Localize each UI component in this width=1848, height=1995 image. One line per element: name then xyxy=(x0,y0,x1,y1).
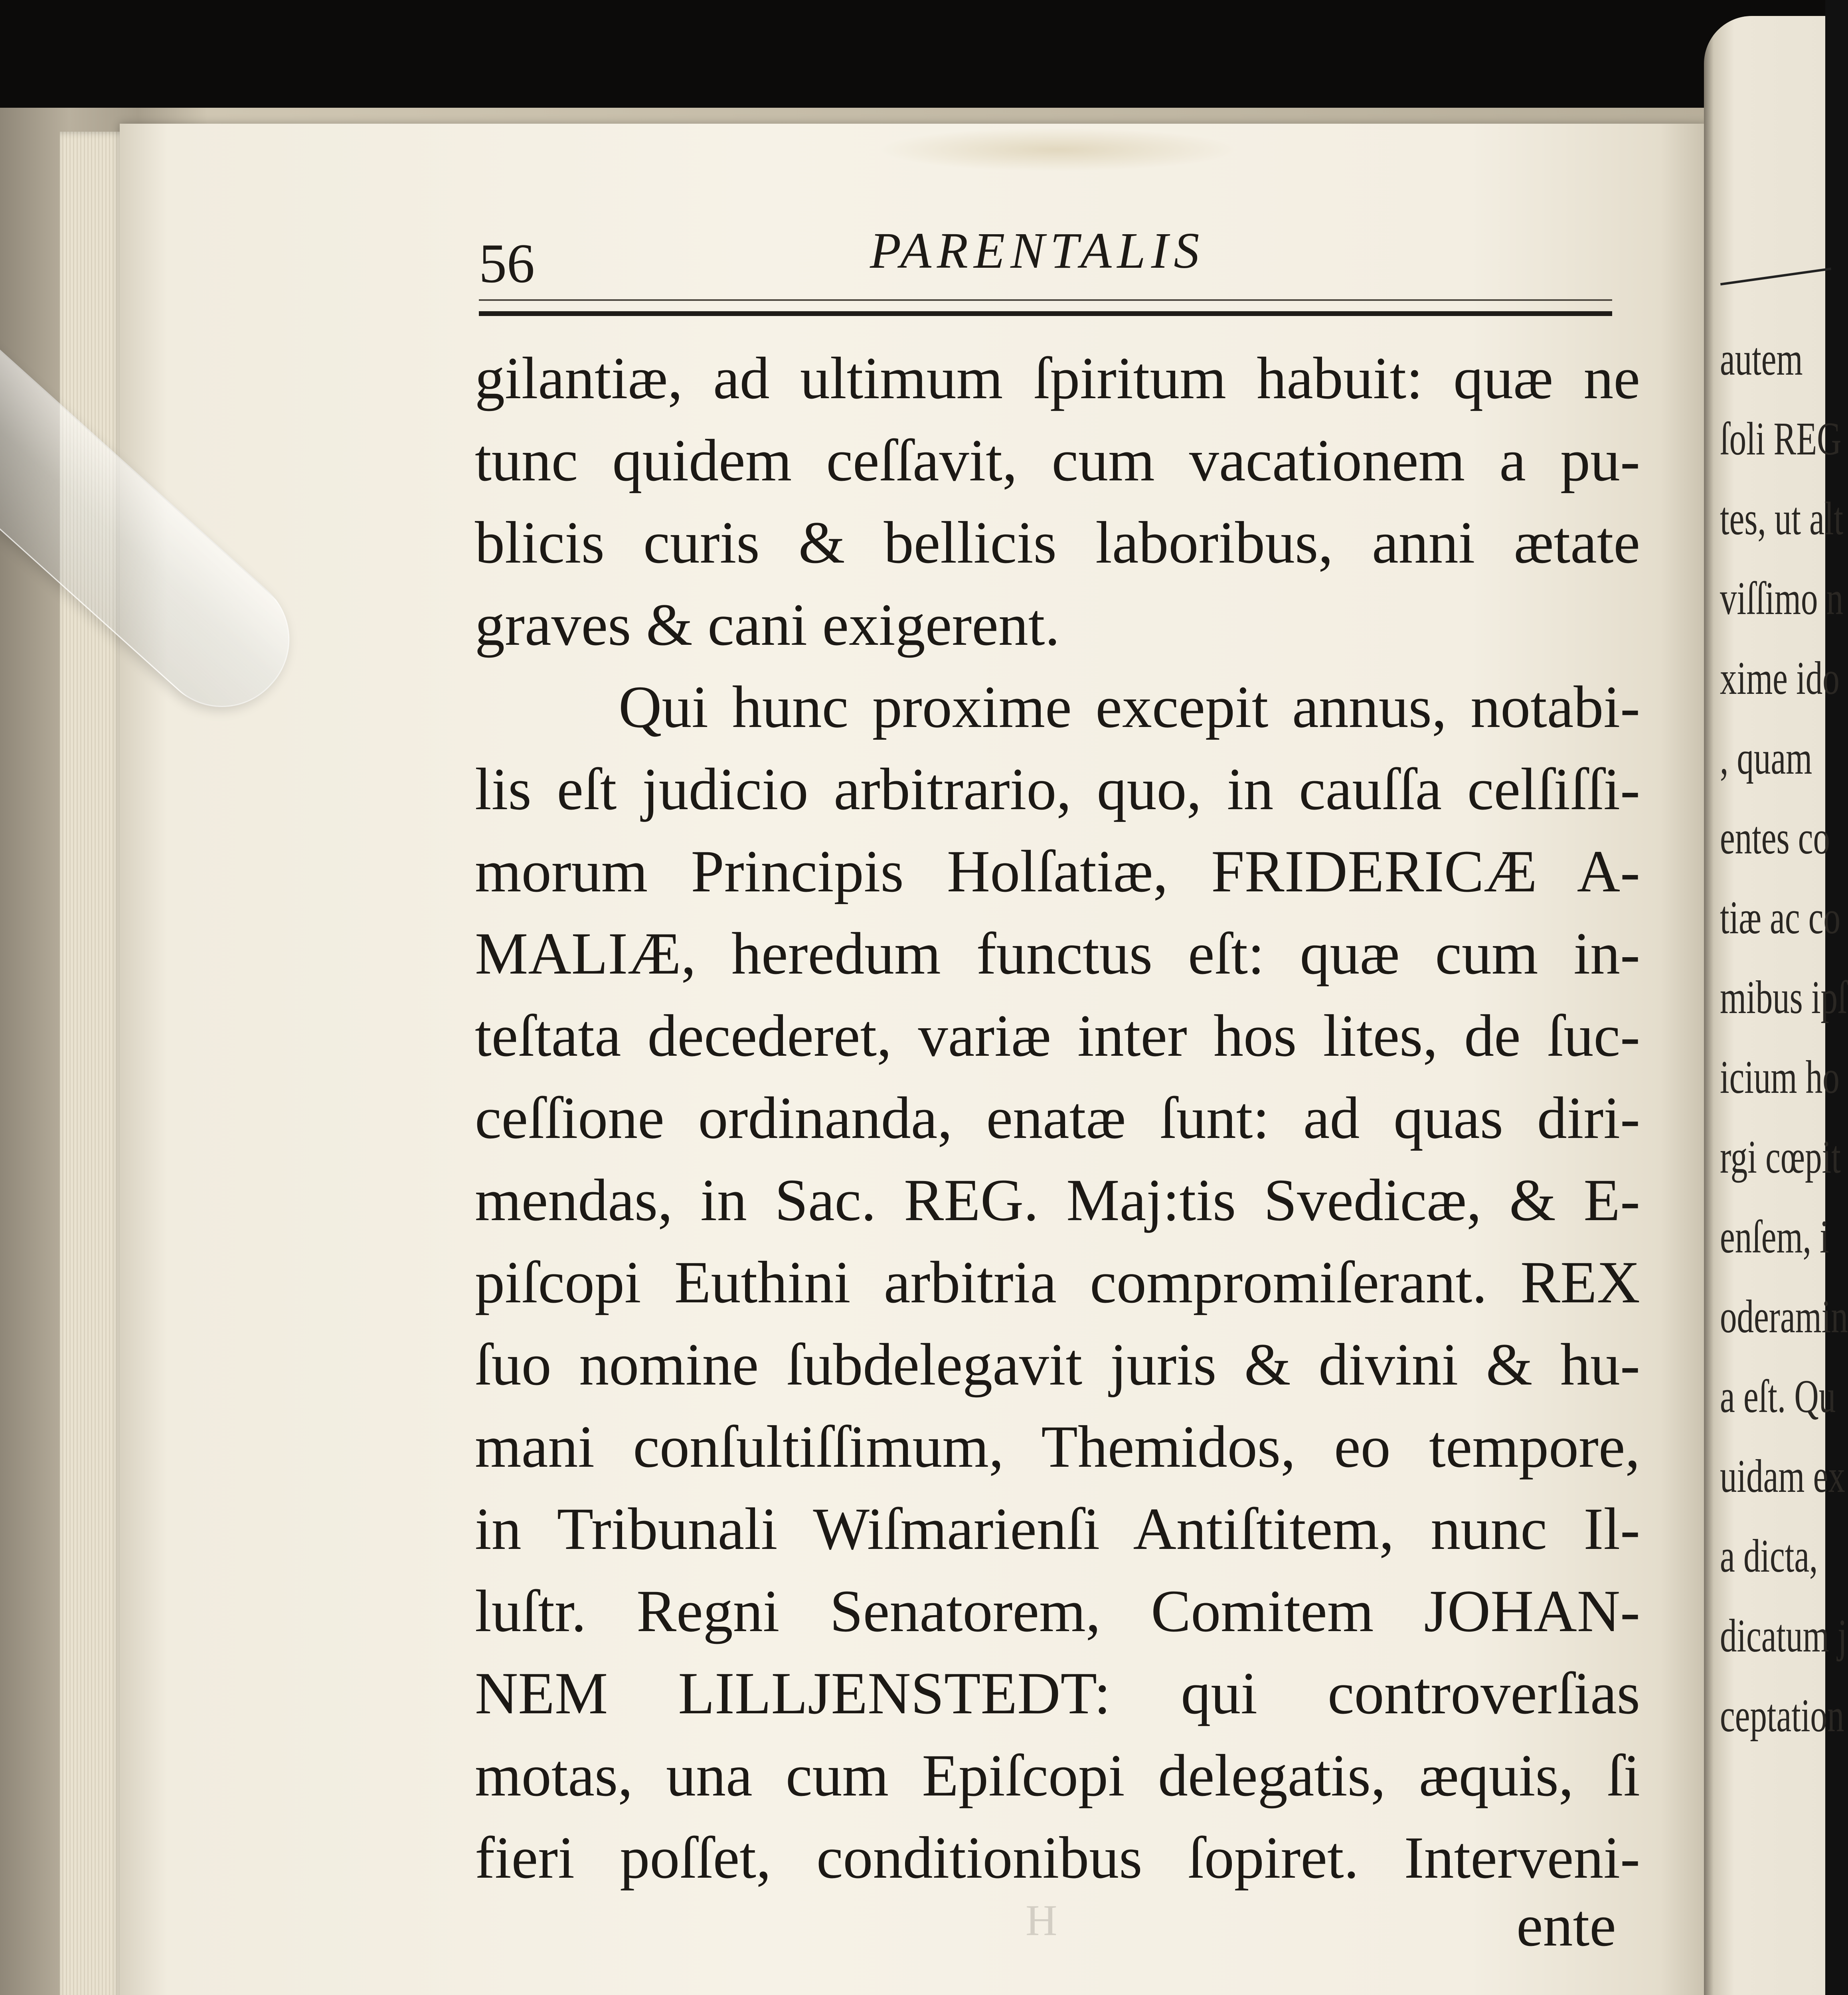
text-line: mani conſultiſſimum, Themidos, eo tempore, xyxy=(475,1414,1640,1480)
text-line: ſuo nomine ſubdelegavit juris & divini & hu- xyxy=(475,1331,1640,1398)
facing-page-line: a dicta, xyxy=(1720,1530,1818,1582)
facing-page-line: rgi cœpit xyxy=(1720,1131,1841,1183)
facing-page-line: tes, ut alt xyxy=(1720,492,1844,545)
text-line: in Tribunali Wiſmarienſi Antiſtitem, nunc Il- xyxy=(475,1496,1640,1562)
header-rule-thin xyxy=(479,299,1612,301)
facing-page-line: xime ido xyxy=(1720,652,1840,704)
header-rule xyxy=(479,311,1612,316)
catchword: ente xyxy=(1516,1892,1616,1959)
text-line: gilantiæ, ad ultimum ſpiritum habuit: quæ ne xyxy=(475,345,1640,411)
signature-mark: H xyxy=(1026,1896,1057,1945)
facing-page-rule xyxy=(1720,268,1831,286)
text-line: blicis curis & bellicis laboribus, anni ætate xyxy=(475,510,1640,576)
facing-page-line: a eſt. Qu xyxy=(1720,1370,1836,1422)
text-line: Qui hunc proxime excepit annus, notabi- xyxy=(619,674,1640,740)
text-line: mendas, in Sac. REG. Maj:tis Svedicæ, & E- xyxy=(475,1167,1640,1233)
facing-page-line: viſſimo n xyxy=(1720,572,1844,624)
text-line: morum Principis Holſatiæ, FRIDERICÆ A- xyxy=(475,838,1640,905)
facing-page-line: icium ho xyxy=(1720,1051,1840,1103)
text-line: tunc quidem ceſſavit, cum vacationem a pu- xyxy=(475,427,1640,494)
text-line: teſtata decederet, variæ inter hos lites, de ſuc- xyxy=(475,1003,1640,1069)
facing-page xyxy=(1704,16,1848,1995)
running-head: PARENTALIS xyxy=(870,222,1205,279)
facing-page-line: uidam ex xyxy=(1720,1450,1845,1502)
facing-page-line: oderamin xyxy=(1720,1290,1848,1343)
body-text xyxy=(475,337,1640,1899)
facing-page-text xyxy=(1720,319,1848,1756)
facing-page-line: entes co xyxy=(1720,812,1830,864)
facing-page-line: , quam xyxy=(1720,732,1812,784)
text-line: graves & cani exigerent. xyxy=(475,592,1060,658)
text-line: lis eſt judicio arbitrario, quo, in cauſſa celſiſſi- xyxy=(475,756,1640,822)
facing-page-line: enſem, i xyxy=(1720,1211,1829,1263)
facing-page-line: autem xyxy=(1720,333,1803,385)
text-line: motas, una cum Epiſcopi delegatis, æquis, ſi xyxy=(475,1742,1640,1809)
text-line: ceſſione ordinanda, enatæ ſunt: ad quas diri- xyxy=(475,1085,1640,1151)
facing-page-line: mibus ipſ xyxy=(1720,971,1847,1023)
facing-page-line: ſoli REG xyxy=(1720,413,1842,465)
facing-page-line: dicatum j xyxy=(1720,1610,1847,1662)
text-line: MALIÆ, heredum functus eſt: quæ cum in- xyxy=(475,920,1640,987)
page-number: 56 xyxy=(479,233,535,294)
facing-page-line: ceptation xyxy=(1720,1689,1844,1742)
text-line: luſtr. Regni Senatorem, Comitem JOHAN- xyxy=(475,1578,1640,1644)
facing-page-line: tiæ ac co xyxy=(1720,891,1840,944)
text-line: piſcopi Euthini arbitria compromiſerant. REX xyxy=(475,1249,1640,1316)
text-line: fieri poſſet, conditionibus ſopiret. Interveni- xyxy=(475,1825,1640,1891)
text-line: NEM LILLJENSTEDT: qui controverſias xyxy=(475,1660,1640,1726)
page-stain xyxy=(878,128,1237,172)
